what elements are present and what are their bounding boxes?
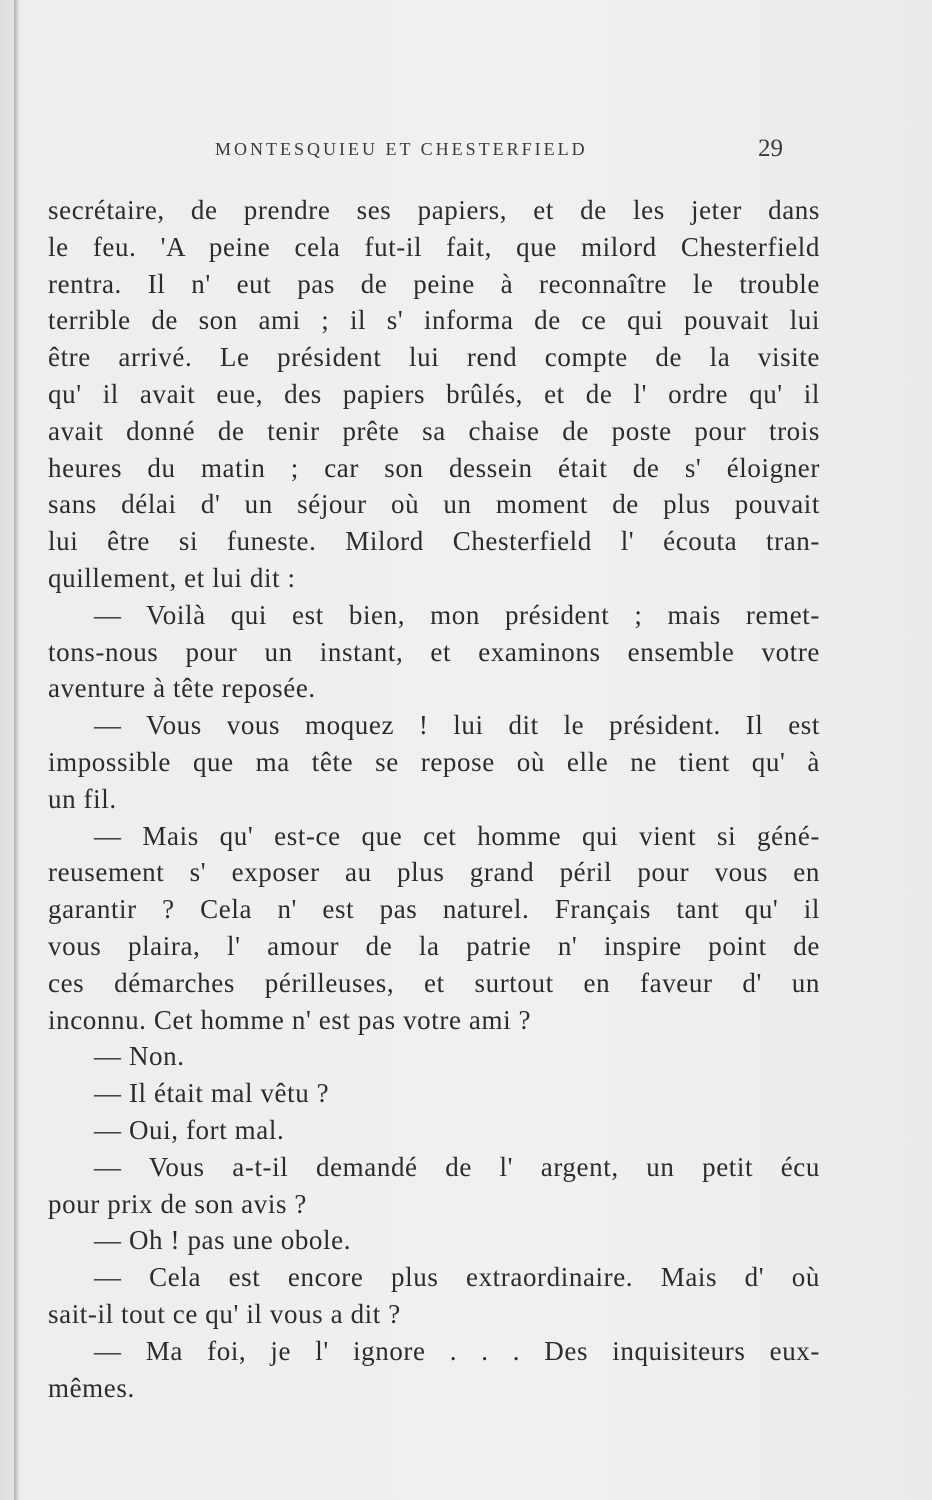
text-line: terrible de son ami ; il s' informa de ce qui pouvait lui xyxy=(48,305,820,336)
text-line: lui être si funeste. Milord Chesterfield l' écouta tran- xyxy=(48,526,820,557)
text-line: vous plaira, l' amour de la patrie n' inspire point de xyxy=(48,930,820,961)
text-line: être arrivé. Le président lui rend compte de la visite xyxy=(48,342,820,373)
text-line: avait donné de tenir prête sa chaise de poste pour trois xyxy=(48,415,820,446)
text-line: ces démarches périlleuses, et surtout en faveur d' un xyxy=(48,967,820,998)
text-line: le feu. 'A peine cela fut-il fait, que milord Chesterfield xyxy=(48,231,820,262)
text-line: — Cela est encore plus extraordinaire. Mais d' où xyxy=(94,1262,820,1293)
text-line: — Vous vous moquez ! lui dit le président. Il est xyxy=(94,710,820,741)
text-line: aventure à tête reposée. xyxy=(48,673,316,704)
text-line: — Mais qu' est-ce que cet homme qui vient si géné- xyxy=(94,820,820,851)
text-line: inconnu. Cet homme n' est pas votre ami ? xyxy=(48,1004,532,1035)
text-line: — Non. xyxy=(94,1041,185,1072)
text-line: un fil. xyxy=(48,783,117,814)
text-line: — Vous a-t-il demandé de l' argent, un petit écu xyxy=(94,1151,820,1182)
text-line: impossible que ma tête se repose où elle ne tient qu' à xyxy=(48,746,820,777)
body-text xyxy=(48,192,820,1406)
text-line: quillement, et lui dit : xyxy=(48,562,296,593)
text-line: sans délai d' un séjour où un moment de plus pouvait xyxy=(48,489,820,520)
text-line: rentra. Il n' eut pas de peine à reconnaître le trouble xyxy=(48,268,820,299)
text-line: reusement s' exposer au plus grand péril pour vous en xyxy=(48,857,820,888)
text-line: — Voilà qui est bien, mon président ; mais remet- xyxy=(94,599,820,630)
text-line: secrétaire, de prendre ses papiers, et de les jeter dans xyxy=(48,195,820,225)
page-number: 29 xyxy=(758,135,783,162)
text-line: — Ma foi, je l' ignore . . . Des inquisiteurs eux- xyxy=(94,1335,820,1366)
text-line: — Il était mal vêtu ? xyxy=(94,1078,330,1109)
running-title: MONTESQUIEU ET CHESTERFIELD xyxy=(215,139,588,159)
text-line: pour prix de son avis ? xyxy=(48,1188,308,1219)
text-line: qu' il avait eue, des papiers brûlés, et de l' ordre qu' il xyxy=(48,378,820,409)
text-line: heures du matin ; car son dessein était de s' éloigner xyxy=(48,452,820,483)
text-line: — Oh ! pas une obole. xyxy=(94,1225,352,1256)
text-line: — Oui, fort mal. xyxy=(94,1114,285,1145)
text-line: sait-il tout ce qu' il vous a dit ? xyxy=(48,1298,401,1329)
text-line: garantir ? Cela n' est pas naturel. Français tant qu' il xyxy=(48,894,820,925)
text-line: tons-nous pour un instant, et examinons ensemble votre xyxy=(48,636,820,667)
text-line: mêmes. xyxy=(48,1372,135,1403)
running-head xyxy=(0,135,932,171)
binding-shadow xyxy=(14,0,19,1500)
